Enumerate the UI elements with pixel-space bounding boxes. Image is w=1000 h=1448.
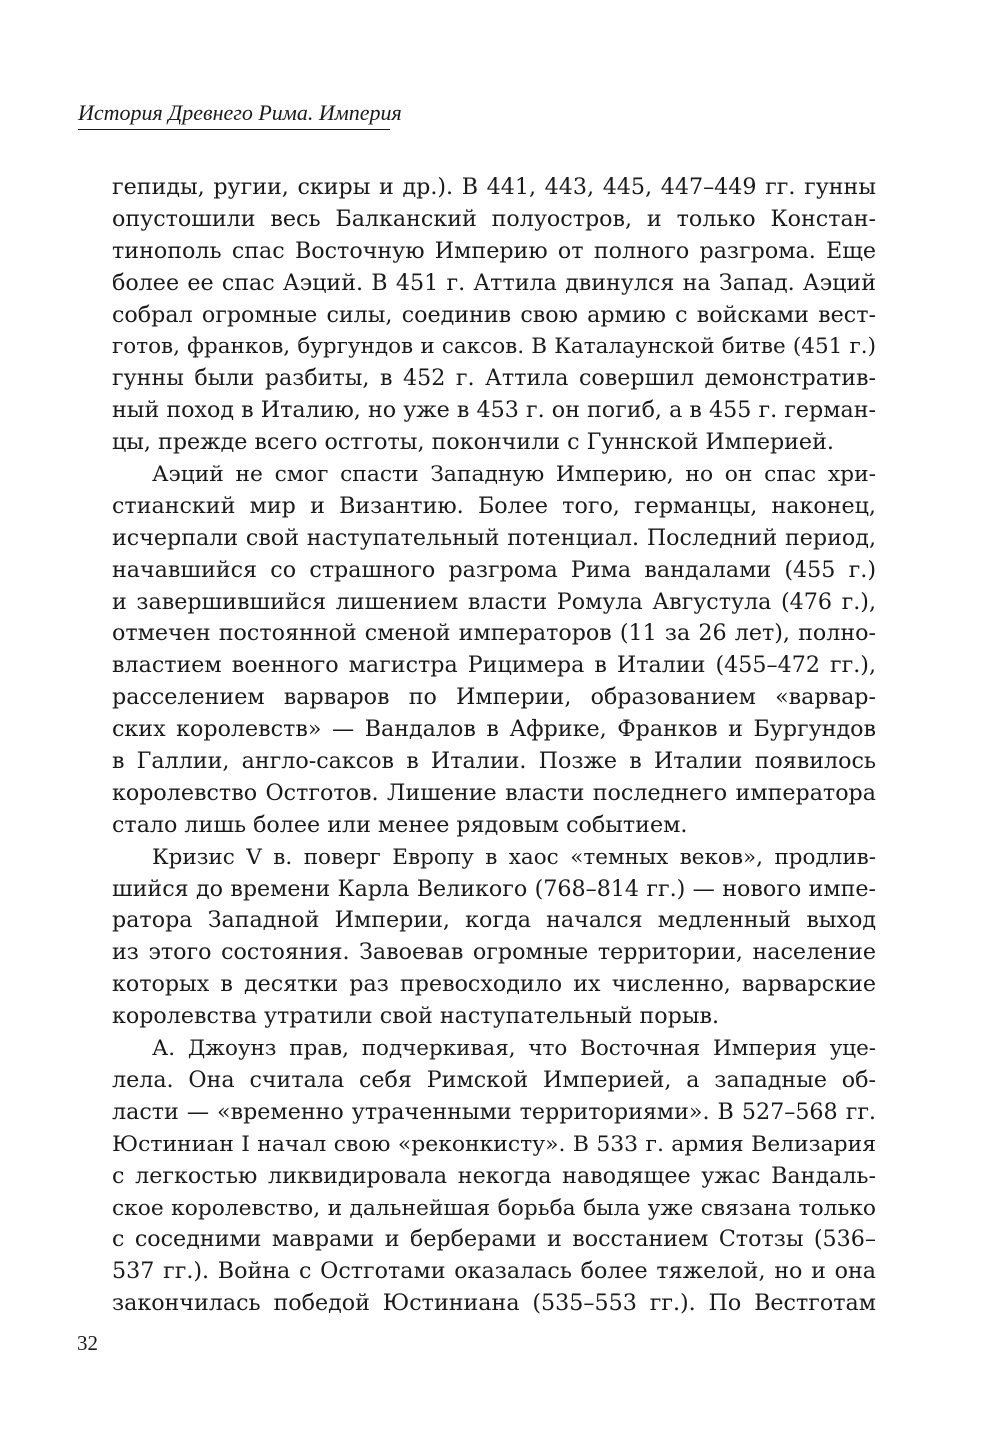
text-line: гепиды, ругии, скиры и др.). В 441, 443, 445, 447–449 гг. гунны	[112, 174, 876, 200]
text-line: отмечен постоянной сменой императоров (11 за 26 лет), полно-	[112, 620, 876, 647]
text-line: королевство Остготов. Лишение власти последнего императора	[112, 779, 876, 806]
text-line: более ее спас Аэций. В 451 г. Аттила двинулся на Запад. Аэций	[112, 269, 876, 296]
text-line: ское королевство, и дальнейшая борьба была уже связана только	[112, 1195, 876, 1221]
text-line: лела. Она считала себя Римской Империей, а западные об-	[112, 1066, 876, 1093]
text-line: стианский мир и Византию. Более того, германцы, наконец,	[112, 492, 876, 519]
text-line: 537 гг.). Война с Остготами оказалась более тяжелой, но и она	[112, 1258, 876, 1285]
text-line: расселением варваров по Империи, образованием «варвар-	[112, 684, 876, 711]
text-line: стало лишь более или менее рядовым событием.	[112, 811, 688, 838]
text-line: которых в десятки раз превосходило их численно, варварские	[112, 971, 876, 998]
text-line: тинополь спас Восточную Империю от полного разгрома. Еще	[112, 237, 876, 264]
text-line: ских королевств» — Вандалов в Африке, Франков и Бургундов	[112, 716, 876, 743]
text-line: Кризис V в. поверг Европу в хаос «темных веков», продлив-	[152, 844, 876, 870]
text-line: ратора Западной Империи, когда начался медленный выход	[112, 907, 876, 934]
body-text	[112, 172, 876, 1320]
text-line: готов, франков, бургундов и саксов. В Каталаунской битве (451 г.)	[112, 334, 876, 360]
text-line: опустошили весь Балканский полуостров, и только Констан-	[112, 205, 876, 232]
text-line: в Галлии, англо-саксов в Италии. Позже в Италии появилось	[112, 748, 876, 775]
page-number: 32	[77, 1331, 98, 1355]
text-line: властием военного магистра Рицимера в Италии (455–472 гг.),	[112, 652, 876, 679]
text-line: королевства утратили свой наступательный порыв.	[112, 1003, 720, 1030]
text-line: ласти — «временно утраченными территориями». В 527–568 гг.	[112, 1098, 876, 1125]
text-line: Аэций не смог спасти Западную Империю, но он спас хри-	[152, 462, 876, 488]
text-line: собрал огромные силы, соединив свою армию с войсками вест-	[112, 301, 876, 328]
running-head-title: История Древнего Рима. Империя	[78, 100, 390, 130]
text-line: шийся до времени Карла Великого (768–814 гг.) — нового импе-	[112, 875, 876, 902]
text-line: с легкостью ликвидировала некогда наводящее ужас Вандаль-	[112, 1162, 876, 1189]
text-line: ный поход в Италию, но уже в 453 г. он погиб, а в 455 г. герман-	[112, 397, 876, 424]
text-line: Юстиниан I начал свою «реконкисту». В 533 г. армия Велизария	[112, 1131, 876, 1157]
text-line: А. Джоунз прав, подчеркивая, что Восточная Империя уце-	[152, 1036, 876, 1062]
text-line: закончилась победой Юстиниана (535–553 гг.). По Вестготам	[112, 1290, 876, 1317]
text-line: начавшийся со страшного разгрома Рима вандалами (455 г.)	[112, 556, 876, 583]
text-line: исчерпали свой наступательный потенциал. Последний период,	[112, 524, 876, 551]
text-line: из этого состояния. Завоевав огромные территории, население	[112, 939, 876, 966]
text-line: цы, прежде всего остготы, покончили с Гуннской Империей.	[112, 429, 834, 456]
text-line: с соседними маврами и берберами и восстанием Стотзы (536–	[112, 1226, 876, 1253]
text-line: и завершившийся лишением власти Ромула Августула (476 г.),	[112, 588, 876, 615]
text-line: гунны были разбиты, в 452 г. Аттила совершил демонстратив-	[112, 365, 876, 392]
